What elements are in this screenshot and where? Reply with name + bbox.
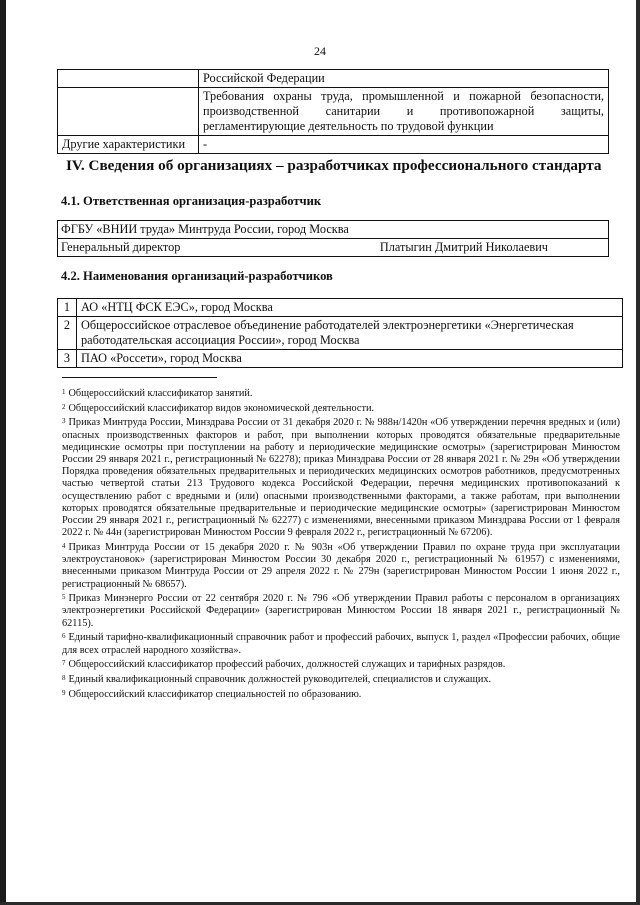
row-number: 3 xyxy=(58,350,77,368)
page-number: 24 xyxy=(314,44,326,58)
table-cell xyxy=(58,88,199,136)
table-row xyxy=(58,88,609,136)
developer-org-line: работодательская ассоциация России», город Москва xyxy=(81,333,360,347)
footnote-text: Общероссийский классификатор видов экономической деятельности. xyxy=(68,402,375,414)
developers-table xyxy=(57,298,623,368)
footnotes xyxy=(62,386,620,701)
footnote-mark: 4 xyxy=(62,541,66,550)
footnote xyxy=(62,630,620,656)
table-row xyxy=(58,239,609,257)
director-name: Платыгин Дмитрий Николаевич xyxy=(252,239,609,257)
footnote-mark: 8 xyxy=(62,673,66,682)
footnote xyxy=(62,415,620,539)
responsible-org-heading: 4.1. Ответственная организация-разработчик xyxy=(61,194,322,208)
responsible-org-table xyxy=(57,220,609,257)
requirements-line: регламентирующие деятельность по трудовой функции xyxy=(203,119,494,133)
other-characteristics-value: - xyxy=(199,136,609,154)
developer-org-line: ПАО «Россети», город Москва xyxy=(81,351,242,365)
footnote xyxy=(62,591,620,630)
table-row xyxy=(58,350,623,368)
footnote-text: Общероссийский классификатор специальностей по образованию. xyxy=(68,688,362,700)
scan-edge-left xyxy=(0,0,6,905)
table-row xyxy=(58,317,623,350)
other-characteristics-label: Другие характеристики xyxy=(58,136,199,154)
developer-org-line: АО «НТЦ ФСК ЕЭС», город Москва xyxy=(81,300,273,314)
director-position: Генеральный директор xyxy=(58,239,252,257)
developer-org-line: Общероссийское отраслевое объединение работодателей электроэнергетики «Энергетическая xyxy=(81,318,574,332)
footnote-mark: 9 xyxy=(62,688,66,697)
section-title: IV. Сведения об организациях – разработчиках профессионального стандарта xyxy=(66,157,602,174)
table-row xyxy=(58,299,623,317)
footnote-text: Единый квалификационный справочник должностей руководителей, специалистов и служащих. xyxy=(68,673,492,685)
developer-org xyxy=(77,317,623,350)
footnote xyxy=(62,672,620,686)
developer-org xyxy=(77,299,623,317)
footnote xyxy=(62,657,620,671)
footnote xyxy=(62,540,620,591)
row-number: 2 xyxy=(58,317,77,350)
footnote-mark: 6 xyxy=(62,632,66,641)
footnote-mark: 3 xyxy=(62,417,66,426)
developer-org xyxy=(77,350,623,368)
footnote-text: Единый тарифно-квалификационный справочник работ и профессий рабочих, выпуск 1, раздел «Профессии рабочих, общие для всех отраслей народного хозяйства». xyxy=(62,632,620,656)
table-cell: Российской Федерации xyxy=(199,70,609,88)
table-row xyxy=(58,136,609,154)
characteristics-table xyxy=(57,69,609,154)
footnote xyxy=(62,386,620,400)
table-row xyxy=(58,221,609,239)
table-cell xyxy=(199,88,609,136)
footnote xyxy=(62,687,620,701)
requirements-line: производственной санитарии и противопожарной защиты, xyxy=(203,104,604,118)
footnote-text: Общероссийский классификатор занятий. xyxy=(68,388,253,399)
footnote-separator xyxy=(62,377,217,378)
org-name: ФГБУ «ВНИИ труда» Минтруда России, город Москва xyxy=(58,221,609,239)
footnote-mark: 7 xyxy=(62,659,66,668)
requirements-line: Требования охраны труда, промышленной и пожарной безопасности, xyxy=(203,89,604,103)
footnote-text: Приказ Минтруда России от 15 декабря 2020 г. № 903н «Об утверждении Правил по охране труда при эксплуатации электроустановок» (зарегистрирован Минюстом России 30 декабря 2020 г., регистрационный № 61957) с изменениями, внесенными приказом Минтруда России от 29 апреля 2022 г. № 279н (зарегистрирован Минюстом России 1 июня 2022 г., регистрационный № 68657). xyxy=(62,541,620,590)
footnote-text: Приказ Минтруда России, Минздрава России от 31 декабря 2020 г. № 988н/1420н «Об утверждении перечня вредных и (или) опасных производственных факторов и работ, при выполнении которых проводятся обязательные предварительные медицинские осмотры при поступлении на работу и периодические медицинские осмотры» (зарегистрирован Минюстом России 29 января 2021 г., регистрационный № 62278); приказ Минздрава России от 28 января 2021 г. № 29н «Об утверждении Порядка проведения обязательных предварительных и периодических медицинских осмотров работников, предусмотренных частью четвертой статьи 213 Трудового кодекса Российской Федерации, перечня медицинских противопоказаний к осуществлению работ с вредными и (или) опасными производственными факторами, а также работам, при выполнении которых проводятся обязательные предварительные и периодические медицинские осмотры» (зарегистрирован Минюстом России 29 января 2021 г., регистрационный № 62277) с изменениями, внесенными приказом Минздрава России от 1 февраля 2022 г. № 44н (зарегистрирован Минюстом России 9 февраля 2022 г., регистрационный № 67206). xyxy=(62,417,620,539)
footnote-text: Общероссийский классификатор профессий рабочих, должностей служащих и тарифных разрядов. xyxy=(68,659,506,671)
table-row xyxy=(58,70,609,88)
footnote-mark: 1 xyxy=(62,388,66,396)
footnote-mark: 2 xyxy=(62,402,66,411)
footnote xyxy=(62,401,620,415)
developers-heading: 4.2. Наименования организаций-разработчиков xyxy=(61,269,333,283)
scan-edge-right xyxy=(636,0,640,905)
row-number: 1 xyxy=(58,299,77,317)
footnote-mark: 5 xyxy=(62,593,66,602)
footnote-text: Приказ Минэнерго России от 22 сентября 2020 г. № 796 «Об утверждении Правил работы с персоналом в организациях электроэнергетики Российской Федерации» (зарегистрирован Минюстом России 18 января 2021 г., регистрационный № 62115). xyxy=(62,593,620,629)
table-cell xyxy=(58,70,199,88)
